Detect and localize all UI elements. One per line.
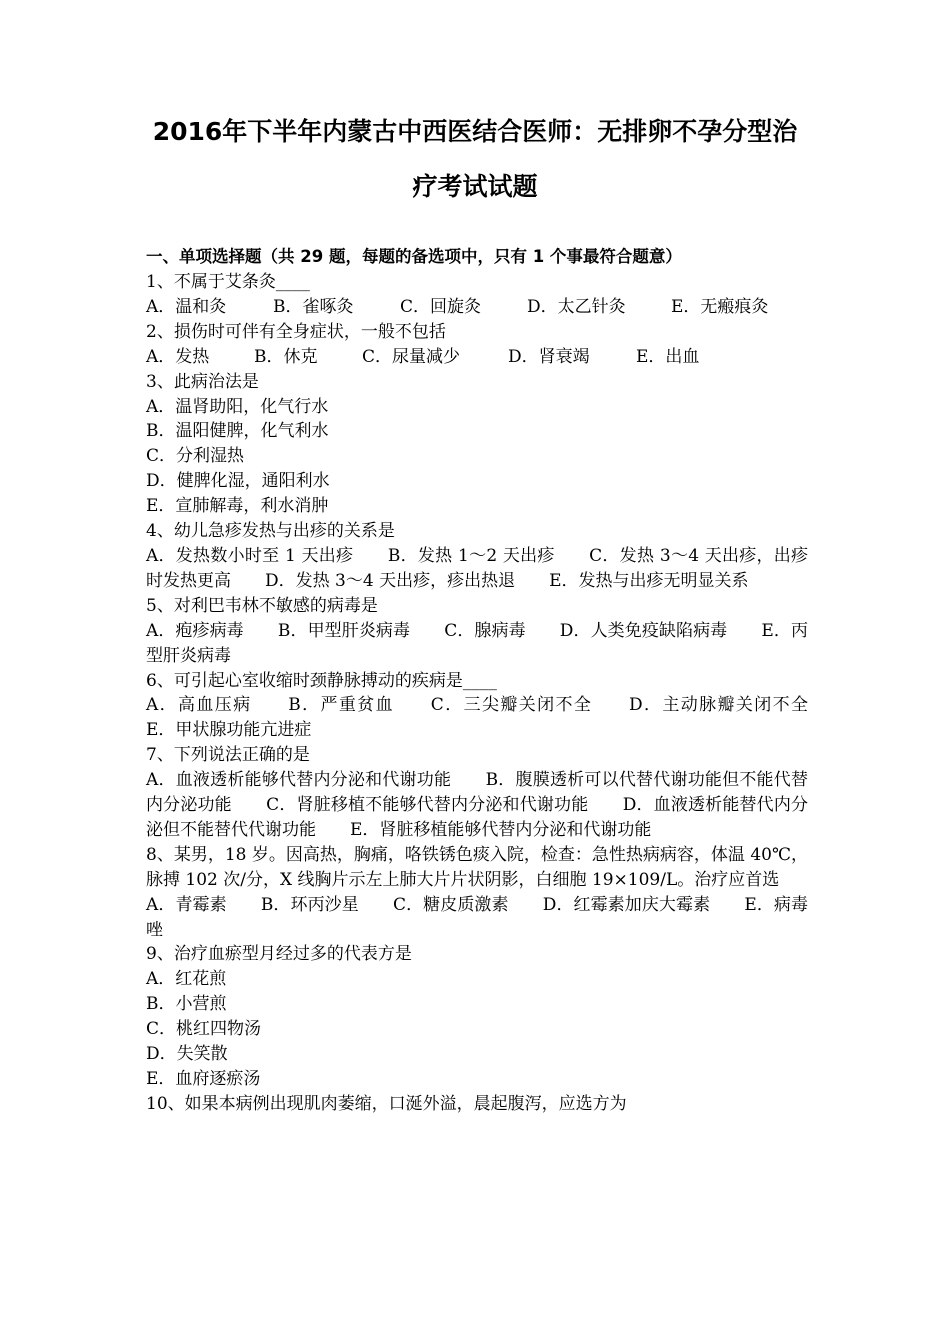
document-title-line-2: 疗考试试题 xyxy=(412,172,538,201)
document-title-line-1: 2016年下半年内蒙古中西医结合医师：无排卵不孕分型治 xyxy=(152,117,798,146)
question-3-option-c: C．分利湿热 xyxy=(146,446,245,467)
question-5-stem: 5、对利巴韦林不敏感的病毒是 xyxy=(146,595,378,616)
question-3-option-b: B．温阳健脾，化气利水 xyxy=(146,421,329,442)
question-6-options: A．高血压病 B．严重贫血 C．三尖瓣关闭不全 D．主动脉瓣关闭不全 E．甲状腺功能亢进症 xyxy=(146,695,842,741)
question-9-stem: 9、治疗血瘀型月经过多的代表方是 xyxy=(146,944,412,965)
question-8-stem: 8、某男，18 岁。因高热，胸痛，咯铁锈色痰入院，检查：急性热病病容，体温 40℃，脉搏 102 次/分，X 线胸片示左上肺大片片状阴影，白细胞 19×109/L。治疗应首选 xyxy=(146,844,808,890)
question-3-option-e: E．宣肺解毒，利水消肿 xyxy=(146,496,329,517)
question-2-stem: 2、损伤时可伴有全身症状，一般不包括 xyxy=(146,321,446,342)
question-1-option-b: B．雀啄灸 xyxy=(273,296,354,317)
question-1-option-e: E．无瘢痕灸 xyxy=(671,296,769,317)
question-list xyxy=(146,270,842,1117)
question-9-option-e: E．血府逐瘀汤 xyxy=(146,1069,261,1089)
question-1-stem: 1、不属于艾条灸____ xyxy=(146,272,310,292)
question-4-stem: 4、幼儿急疹发热与出疹的关系是 xyxy=(146,521,395,542)
question-3-stem: 3、此病治法是 xyxy=(146,371,259,392)
question-7-stem: 7、下列说法正确的是 xyxy=(146,745,310,766)
question-2-options xyxy=(146,345,808,370)
question-8-options: A．青霉素 B．环丙沙星 C．糖皮质激素 D．红霉素加庆大霉素 E．病毒唑 xyxy=(146,894,808,940)
question-1-option-a: A．温和灸 xyxy=(146,296,227,317)
question-1-option-d: D．太乙针灸 xyxy=(527,296,626,317)
question-7-options: A．血液透析能够代替内分泌和代谢功能 B．腹膜透析可以代替代谢功能但不能代替内分泌功能 C．肾脏移植不能够代替内分泌和代谢功能 D．血液透析能替代内分泌但不能替代代谢功能 E．肾脏移植能够代替内分泌和代谢功能 xyxy=(146,770,808,840)
question-2-option-d: D．肾衰竭 xyxy=(508,346,590,367)
question-2-option-c: C．尿量减少 xyxy=(362,346,461,367)
question-2-option-b: B．休克 xyxy=(254,346,318,367)
question-4-options: A．发热数小时至 1 天出疹 B．发热 1～2 天出疹 C．发热 3～4 天出疹，出疹时发热更高 D．发热 3～4 天出疹，疹出热退 E．发热与出疹无明显关系 xyxy=(146,545,808,591)
question-2-option-e: E．出血 xyxy=(636,346,700,367)
question-1-option-c: C．回旋灸 xyxy=(400,296,482,317)
question-9-option-c: C．桃红四物汤 xyxy=(146,1019,262,1040)
question-5-options: A．疱疹病毒 B．甲型肝炎病毒 C．腺病毒 D．人类免疫缺陷病毒 E．丙型肝炎病毒 xyxy=(146,620,808,666)
question-2-option-a: A．发热 xyxy=(146,346,210,367)
question-1-options xyxy=(146,295,808,320)
question-10-stem: 10、如果本病例出现肌肉萎缩，口涎外溢，晨起腹泻，应选方为 xyxy=(146,1093,627,1114)
question-9-option-b: B．小营煎 xyxy=(146,994,227,1015)
question-9-option-a: A．红花煎 xyxy=(146,969,227,990)
question-3-option-a: A．温肾助阳，化气行水 xyxy=(146,396,329,417)
question-6-stem: 6、可引起心室收缩时颈静脉搏动的疾病是____ xyxy=(146,670,497,691)
question-3-option-d: D．健脾化湿，通阳利水 xyxy=(146,471,330,492)
section-heading: 一、单项选择题（共 29 题，每题的备选项中，只有 1 个事最符合题意） xyxy=(146,247,682,266)
question-9-option-d: D．失笑散 xyxy=(146,1044,228,1065)
